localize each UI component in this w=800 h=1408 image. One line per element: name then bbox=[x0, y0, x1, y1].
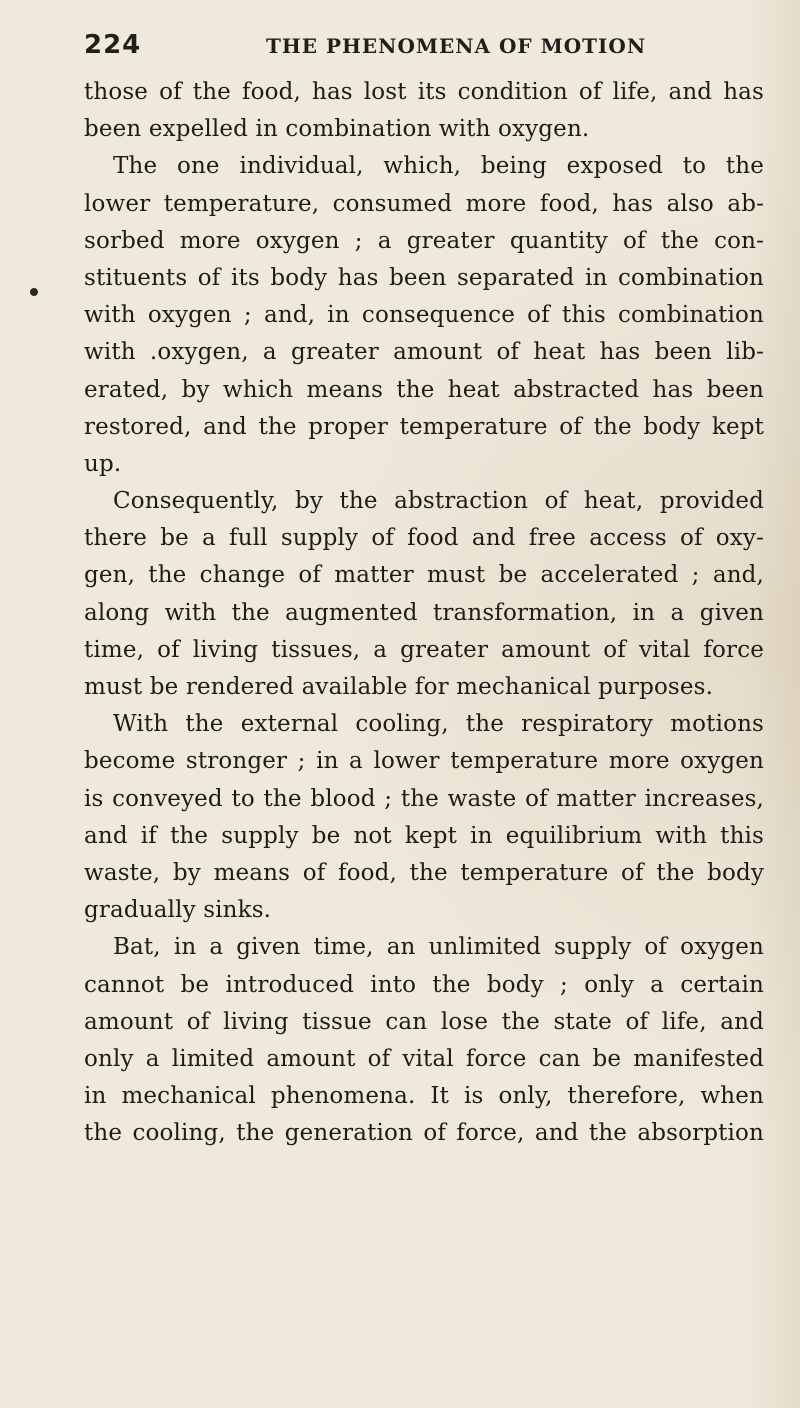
text-line: restored, and the proper temperature of the body kept bbox=[84, 413, 764, 440]
text-line: stituents of its body has been separated in combination bbox=[84, 264, 764, 291]
text-line: erated, by which means the heat abstracted has been bbox=[84, 376, 764, 403]
running-head bbox=[70, 30, 770, 64]
text-line: The one individual, which, being exposed to the bbox=[113, 153, 764, 180]
text-line: only a limited amount of vital force can be manifested bbox=[84, 1045, 764, 1072]
text-line: sorbed more oxygen ; a greater quantity of the con- bbox=[84, 227, 764, 254]
page-heading: THE PHENOMENA OF MOTION bbox=[266, 34, 647, 58]
text-line: Consequently, by the abstraction of heat, provided bbox=[113, 488, 764, 515]
text-line: With the external cooling, the respiratory motions bbox=[113, 711, 764, 738]
text-line: been expelled in combination with oxygen. bbox=[84, 116, 590, 143]
text-line: the cooling, the generation of force, and the absorption bbox=[84, 1120, 764, 1147]
text-line: with .oxygen, a greater amount of heat has been lib- bbox=[84, 339, 764, 366]
text-line: and if the supply be not kept in equilibrium with this bbox=[84, 822, 764, 849]
body-text bbox=[84, 74, 764, 1152]
text-line: gen, the change of matter must be accelerated ; and, bbox=[84, 562, 764, 589]
page-number: 224 bbox=[84, 30, 142, 60]
margin-ink-dot bbox=[30, 288, 38, 296]
text-line: must be rendered available for mechanical purposes. bbox=[84, 674, 714, 700]
text-line: amount of living tissue can lose the state of life, and bbox=[84, 1008, 764, 1035]
text-line: time, of living tissues, a greater amount of vital force bbox=[84, 636, 764, 663]
text-line: up. bbox=[84, 450, 122, 477]
text-line: along with the augmented transformation, in a given bbox=[84, 599, 764, 626]
text-line: with oxygen ; and, in consequence of this combination bbox=[84, 302, 764, 329]
text-line: is conveyed to the blood ; the waste of matter increases, bbox=[84, 785, 764, 812]
text-line: Bat, in a given time, an unlimited supply of oxygen bbox=[113, 934, 764, 961]
text-line: waste, by means of food, the temperature of the body bbox=[84, 859, 764, 886]
text-line: there be a full supply of food and free access of oxy- bbox=[84, 525, 764, 552]
text-line: lower temperature, consumed more food, has also ab- bbox=[84, 190, 764, 217]
text-line: cannot be introduced into the body ; only a certain bbox=[84, 971, 764, 998]
text-line: become stronger ; in a lower temperature more oxygen bbox=[84, 748, 764, 775]
text-line: in mechanical phenomena. It is only, therefore, when bbox=[84, 1083, 764, 1110]
text-line: those of the food, has lost its condition of life, and has bbox=[84, 79, 764, 105]
text-line: gradually sinks. bbox=[84, 897, 272, 924]
